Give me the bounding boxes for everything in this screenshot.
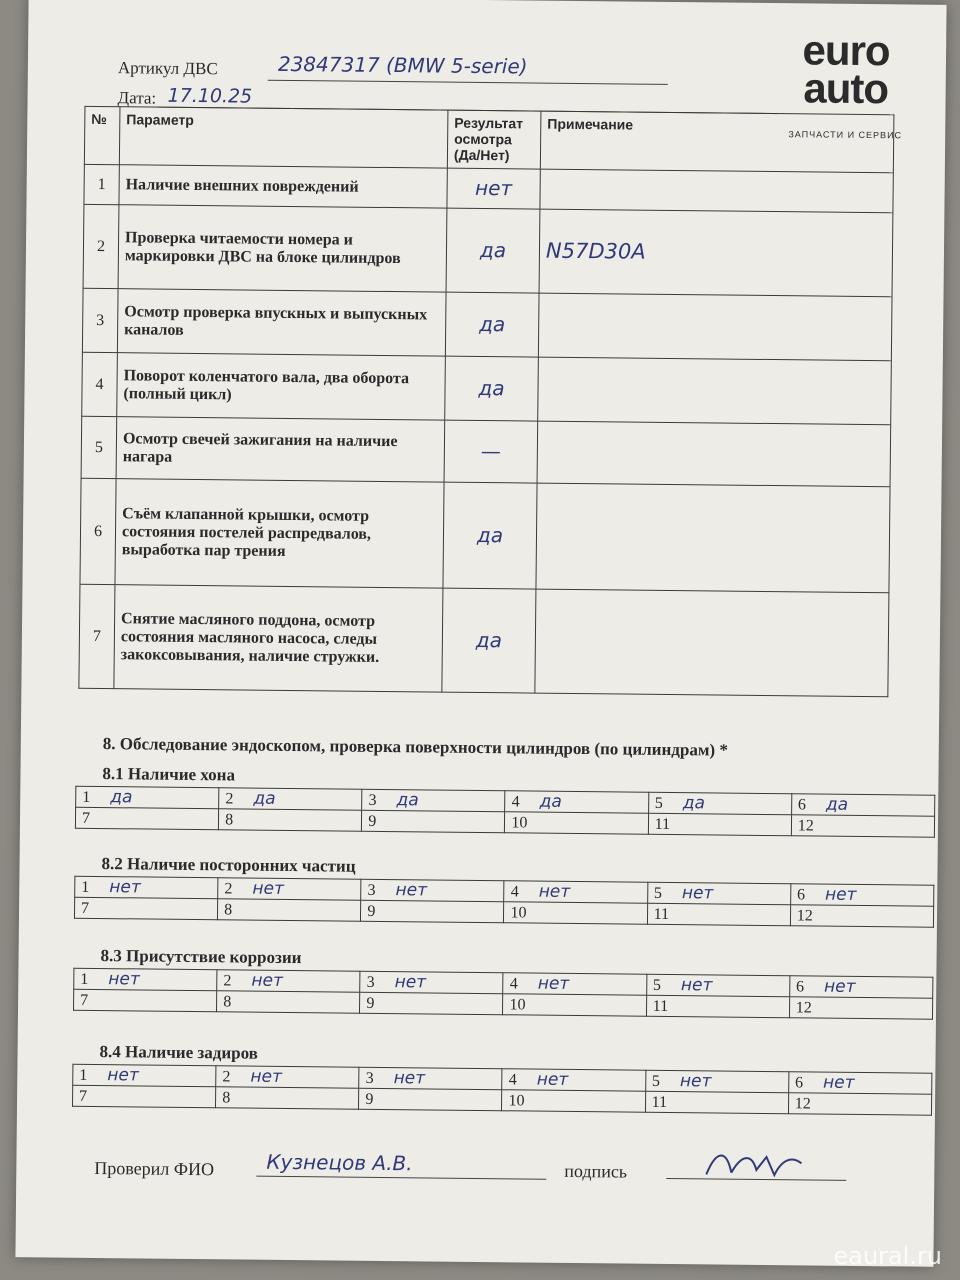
cylinder-number: 3 — [367, 881, 376, 899]
cylinder-number: 3 — [368, 791, 377, 809]
article-value: 23847317 (BMW 5-serie) — [277, 51, 528, 79]
cylinder-number: 2 — [224, 880, 233, 898]
cylinder-number: 6 — [794, 1074, 804, 1092]
cylinder-number: 10 — [511, 814, 528, 832]
row-parameter-text: Осмотр свечей зажигания на наличие нагара — [122, 429, 398, 466]
cylinder-value: да — [110, 787, 133, 808]
row-number — [84, 164, 119, 204]
row-result — [442, 588, 536, 693]
cylinder-value: нет — [393, 1068, 426, 1089]
row-result-text: — — [480, 438, 502, 464]
row-result — [445, 356, 539, 421]
cylinder-number: 7 — [80, 991, 89, 1009]
row-note — [538, 293, 892, 361]
cylinder-cell — [788, 1072, 931, 1094]
cylinder-number: 12 — [794, 1095, 811, 1113]
cylinder-number: 4 — [509, 975, 518, 993]
date-label: Дата: — [117, 88, 157, 108]
cylinder-cell — [790, 905, 933, 927]
cylinder-value: нет — [538, 881, 571, 902]
cylinder-table — [72, 1064, 932, 1116]
cylinder-number: 7 — [79, 1087, 88, 1105]
row-number-text: 2 — [96, 237, 106, 255]
row-note — [536, 483, 890, 593]
table-row — [79, 584, 889, 696]
cylinder-number: 5 — [653, 884, 662, 902]
cylinder-value: да — [396, 790, 419, 811]
row-number-text: 4 — [95, 375, 104, 393]
row-parameter — [117, 353, 446, 420]
cylinder-number: 5 — [652, 976, 662, 994]
cylinder-cell — [75, 807, 218, 829]
checked-by-value: Кузнецов А.В. — [266, 1149, 413, 1176]
row-parameter — [116, 417, 445, 482]
cylinder-cell — [504, 902, 647, 924]
row-result — [445, 292, 539, 357]
cylinder-number: 12 — [795, 999, 812, 1017]
cylinder-number: 4 — [510, 883, 519, 901]
row-parameter — [115, 479, 444, 588]
row-number — [79, 584, 115, 688]
row-result-text: да — [476, 522, 504, 548]
article-label: Артикул ДВС — [117, 58, 218, 79]
cylinder-value: нет — [108, 969, 140, 990]
cylinder-cell — [73, 1064, 216, 1086]
cylinder-number: 9 — [368, 812, 377, 830]
row-number — [81, 416, 117, 478]
row-result — [446, 208, 540, 293]
row-result-text: да — [479, 237, 507, 263]
cylinder-table — [73, 968, 933, 1020]
row-note — [540, 169, 893, 213]
cylinder-number: 8 — [222, 1089, 231, 1107]
cylinder-value: нет — [537, 973, 570, 994]
cylinder-number: 11 — [651, 1093, 668, 1111]
cylinder-cell — [75, 876, 218, 898]
cylinder-number: 6 — [795, 978, 805, 996]
subsection-title: 8.4 Наличие задиров — [99, 1042, 258, 1063]
cylinder-cell — [789, 976, 932, 998]
cylinder-number: 9 — [365, 1090, 374, 1108]
cylinder-value: нет — [536, 1069, 569, 1090]
cylinder-number: 10 — [510, 904, 527, 922]
cylinder-cell — [362, 789, 505, 811]
cylinder-value: нет — [252, 878, 285, 899]
cylinder-cell — [217, 970, 360, 992]
row-parameter-text: Снятие масляного поддона, осмотр состояния масляного насоса, следы закоксовывания, наличие стружки. — [120, 609, 380, 666]
cylinder-value: нет — [107, 1065, 139, 1086]
euroauto-logo: euro auto ЗАПЧАСТИ И СЕРВИС — [788, 26, 903, 141]
cylinder-number: 5 — [654, 794, 663, 812]
cylinder-value: нет — [824, 884, 857, 905]
cylinder-cell — [361, 879, 504, 901]
cylinder-cell — [361, 900, 504, 922]
table-row — [83, 204, 893, 296]
cylinder-value: нет — [394, 972, 427, 993]
inspection-sheet — [15, 0, 946, 1267]
cylinder-cell — [647, 882, 790, 904]
cylinder-cell — [648, 813, 791, 835]
row-result — [443, 482, 537, 589]
cylinder-number: 11 — [654, 815, 671, 833]
cylinder-number: 9 — [367, 902, 376, 920]
cylinder-number: 11 — [653, 905, 670, 923]
row-note — [538, 357, 892, 425]
cylinder-number: 11 — [652, 997, 669, 1015]
row-parameter — [118, 205, 447, 292]
row-result-text: да — [475, 627, 503, 653]
cylinder-cell — [790, 884, 933, 906]
row-number — [83, 204, 119, 288]
row-result — [447, 168, 540, 209]
cylinder-number: 8 — [224, 901, 233, 919]
cylinder-cell — [791, 794, 934, 816]
cylinder-cell — [502, 1069, 645, 1091]
row-number-text: 1 — [97, 175, 106, 193]
checked-by-line — [256, 1176, 546, 1180]
cylinder-value: да — [682, 793, 706, 814]
cylinder-cell — [217, 991, 360, 1013]
cylinder-cell — [73, 1085, 216, 1107]
cylinder-value: да — [825, 794, 849, 815]
cylinder-value: нет — [822, 1072, 855, 1093]
cylinder-number: 4 — [508, 1071, 517, 1089]
cylinder-table — [74, 876, 934, 928]
col-num: № — [84, 106, 120, 164]
cylinder-value: нет — [681, 883, 714, 904]
cylinder-table — [75, 786, 935, 838]
inspection-table — [78, 106, 894, 697]
cylinder-number: 3 — [365, 1069, 374, 1087]
row-parameter-text: Поворот коленчатого вала, два оборота (полный цикл) — [123, 366, 410, 403]
cylinder-value: нет — [823, 976, 856, 997]
cylinder-cell — [505, 791, 648, 813]
row-parameter — [114, 585, 443, 692]
row-number — [82, 352, 118, 416]
cylinder-cell — [74, 989, 217, 1011]
cylinder-number: 9 — [366, 994, 375, 1012]
cylinder-number: 6 — [796, 886, 806, 904]
row-result-text: нет — [474, 175, 513, 201]
row-note-text: N57D30A — [545, 238, 646, 264]
watermark: eaural.ru — [833, 1242, 942, 1270]
row-number-text: 6 — [93, 522, 103, 540]
checked-by-label: Проверил ФИО — [94, 1157, 215, 1180]
cylinder-cell — [216, 1087, 359, 1109]
cylinder-cell — [646, 974, 789, 996]
cylinder-cell — [503, 973, 646, 995]
cylinder-cell — [76, 786, 219, 808]
row-parameter-text: Проверка читаемости номера и маркировки ДВС на блоке цилиндров — [124, 228, 401, 267]
row-result-text: да — [478, 375, 505, 401]
cylinder-cell — [648, 792, 791, 814]
cylinder-number: 10 — [508, 1092, 525, 1110]
cylinder-cell — [218, 899, 361, 921]
cylinder-value: нет — [251, 970, 284, 991]
table-row — [82, 288, 892, 360]
col-note: Примечание — [540, 111, 894, 173]
row-number-text: 3 — [96, 311, 105, 329]
row-number-text: 5 — [94, 438, 103, 456]
cylinder-cell — [360, 971, 503, 993]
cylinder-cell — [218, 878, 361, 900]
cylinder-cell — [359, 1067, 502, 1089]
cylinder-cell — [219, 809, 362, 831]
table-row — [80, 478, 890, 592]
cylinder-number: 5 — [651, 1072, 661, 1090]
cylinder-number: 3 — [366, 973, 375, 991]
cylinder-number: 7 — [81, 809, 91, 827]
cylinder-number: 1 — [81, 878, 90, 896]
cylinder-cell — [647, 903, 790, 925]
row-note — [537, 421, 891, 487]
cylinder-number: 7 — [80, 899, 90, 917]
subsection-title: 8.2 Наличие посторонних частиц — [101, 854, 356, 876]
cylinder-cell — [789, 997, 932, 1019]
cylinder-number: 1 — [79, 1066, 88, 1084]
cylinder-number: 12 — [796, 907, 813, 925]
cylinder-cell — [505, 812, 648, 834]
cylinder-cell — [362, 810, 505, 832]
cylinder-number: 4 — [511, 793, 520, 811]
signature-label: подпись — [564, 1160, 628, 1182]
cylinder-value: нет — [680, 975, 713, 996]
subsection-title: 8.1 Наличие хона — [102, 764, 236, 785]
cylinder-number: 8 — [223, 993, 232, 1011]
cylinder-number: 1 — [80, 970, 89, 988]
cylinder-cell — [503, 994, 646, 1016]
row-number-text: 7 — [92, 627, 102, 645]
cylinder-value: нет — [679, 1071, 712, 1092]
cylinder-value: нет — [109, 877, 141, 898]
cylinder-cell — [645, 1070, 788, 1092]
cylinder-number: 6 — [797, 796, 807, 814]
row-number — [82, 288, 118, 352]
cylinder-cell — [646, 995, 789, 1017]
row-parameter — [119, 165, 447, 208]
cylinder-number: 10 — [509, 996, 526, 1014]
row-result-text: да — [479, 311, 506, 337]
cylinder-cell — [502, 1090, 645, 1112]
cylinder-number: 2 — [223, 972, 232, 990]
cylinder-number: 2 — [225, 790, 234, 808]
subsection-title: 8.3 Присутствие коррозии — [100, 946, 302, 968]
cylinder-value: нет — [250, 1066, 283, 1087]
cylinder-number: 12 — [797, 817, 814, 835]
col-param: Параметр — [119, 107, 448, 168]
row-number — [80, 478, 116, 584]
cylinder-cell — [360, 992, 503, 1014]
article-underline — [268, 80, 668, 85]
section8-title: 8. Обследование эндоскопом, проверка поверхности цилиндров (по цилиндрам) * — [102, 734, 728, 760]
cylinder-cell — [645, 1091, 788, 1113]
cylinder-cell — [359, 1088, 502, 1110]
cylinder-cell — [74, 968, 217, 990]
cylinder-value: да — [539, 791, 562, 812]
row-parameter-text: Наличие внешних повреждений — [125, 175, 359, 196]
cylinder-cell — [74, 897, 217, 919]
table-row — [81, 416, 891, 486]
row-parameter-text: Съём клапанной крышки, осмотр состояния постелей распредвалов, выработка пар трения — [121, 504, 372, 560]
row-note — [535, 589, 889, 697]
cylinder-value: да — [253, 788, 276, 809]
cylinder-number: 8 — [225, 811, 234, 829]
row-parameter — [117, 289, 446, 356]
cylinder-cell — [219, 788, 362, 810]
cylinder-cell — [791, 815, 934, 837]
cylinder-value: нет — [395, 880, 428, 901]
cylinder-cell — [216, 1066, 359, 1088]
date-value: 17.10.25 — [167, 84, 253, 108]
cylinder-number: 2 — [222, 1068, 231, 1086]
row-note — [539, 209, 893, 297]
row-parameter-text: Осмотр проверка впускных и выпускных каналов — [124, 302, 428, 339]
cylinder-number: 1 — [82, 788, 91, 806]
col-result: Результат осмотра (Да/Нет) — [447, 110, 541, 169]
cylinder-cell — [788, 1093, 931, 1115]
table-row — [82, 352, 892, 424]
cylinder-cell — [504, 881, 647, 903]
row-result — [444, 420, 538, 483]
